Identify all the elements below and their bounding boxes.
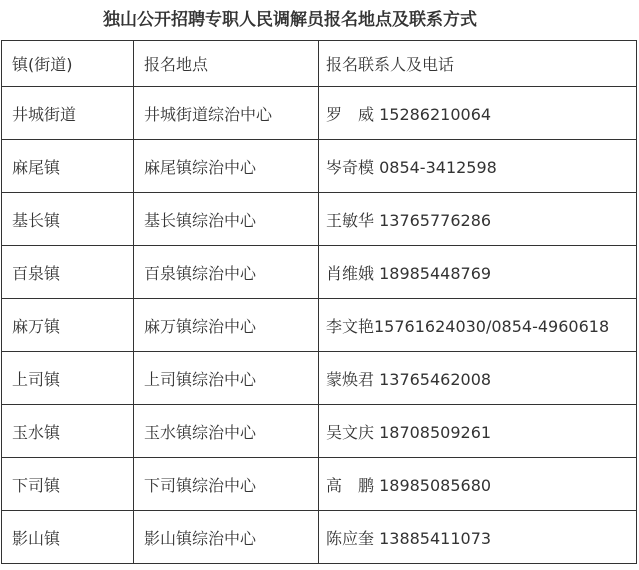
table-cell-town: 麻尾镇 bbox=[2, 140, 134, 193]
table-cell-location: 玉水镇综治中心 bbox=[134, 405, 319, 458]
contact-table bbox=[1, 40, 637, 564]
table-cell-town: 基长镇 bbox=[2, 193, 134, 246]
table-cell-contact: 高 鹏 18985085680 bbox=[319, 458, 637, 511]
table-cell-contact: 吴文庆 18708509261 bbox=[319, 405, 637, 458]
column-header: 报名联系人及电话 bbox=[319, 41, 637, 87]
table-row bbox=[2, 193, 637, 246]
table-row bbox=[2, 511, 637, 564]
table-cell-contact: 肖维娥 18985448769 bbox=[319, 246, 637, 299]
table-cell-location: 基长镇综治中心 bbox=[134, 193, 319, 246]
table-row bbox=[2, 246, 637, 299]
table-body bbox=[2, 87, 637, 564]
column-header: 报名地点 bbox=[134, 41, 319, 87]
table-cell-contact: 蒙焕君 13765462008 bbox=[319, 352, 637, 405]
table-cell-contact: 王敏华 13765776286 bbox=[319, 193, 637, 246]
table-cell-location: 井城街道综治中心 bbox=[134, 87, 319, 140]
table-row bbox=[2, 405, 637, 458]
table-cell-contact: 陈应奎 13885411073 bbox=[319, 511, 637, 564]
table-row bbox=[2, 140, 637, 193]
table-cell-town: 百泉镇 bbox=[2, 246, 134, 299]
table-cell-town: 上司镇 bbox=[2, 352, 134, 405]
table-cell-contact: 李文艳15761624030/0854-4960618 bbox=[319, 299, 637, 352]
table-cell-location: 麻万镇综治中心 bbox=[134, 299, 319, 352]
table-row bbox=[2, 458, 637, 511]
table-cell-town: 影山镇 bbox=[2, 511, 134, 564]
table-cell-town: 下司镇 bbox=[2, 458, 134, 511]
column-header: 镇(街道) bbox=[2, 41, 134, 87]
table-cell-town: 玉水镇 bbox=[2, 405, 134, 458]
table-cell-location: 影山镇综治中心 bbox=[134, 511, 319, 564]
table-cell-location: 上司镇综治中心 bbox=[134, 352, 319, 405]
table-row bbox=[2, 87, 637, 140]
table-cell-contact: 罗 威 15286210064 bbox=[319, 87, 637, 140]
table-cell-location: 麻尾镇综治中心 bbox=[134, 140, 319, 193]
table-cell-contact: 岑奇模 0854-3412598 bbox=[319, 140, 637, 193]
page-title: 独山公开招聘专职人民调解员报名地点及联系方式 bbox=[103, 10, 477, 30]
table-header-row bbox=[2, 41, 637, 87]
table-cell-town: 井城街道 bbox=[2, 87, 134, 140]
table-cell-town: 麻万镇 bbox=[2, 299, 134, 352]
table-cell-location: 下司镇综治中心 bbox=[134, 458, 319, 511]
table-row bbox=[2, 352, 637, 405]
table-row bbox=[2, 299, 637, 352]
table-cell-location: 百泉镇综治中心 bbox=[134, 246, 319, 299]
